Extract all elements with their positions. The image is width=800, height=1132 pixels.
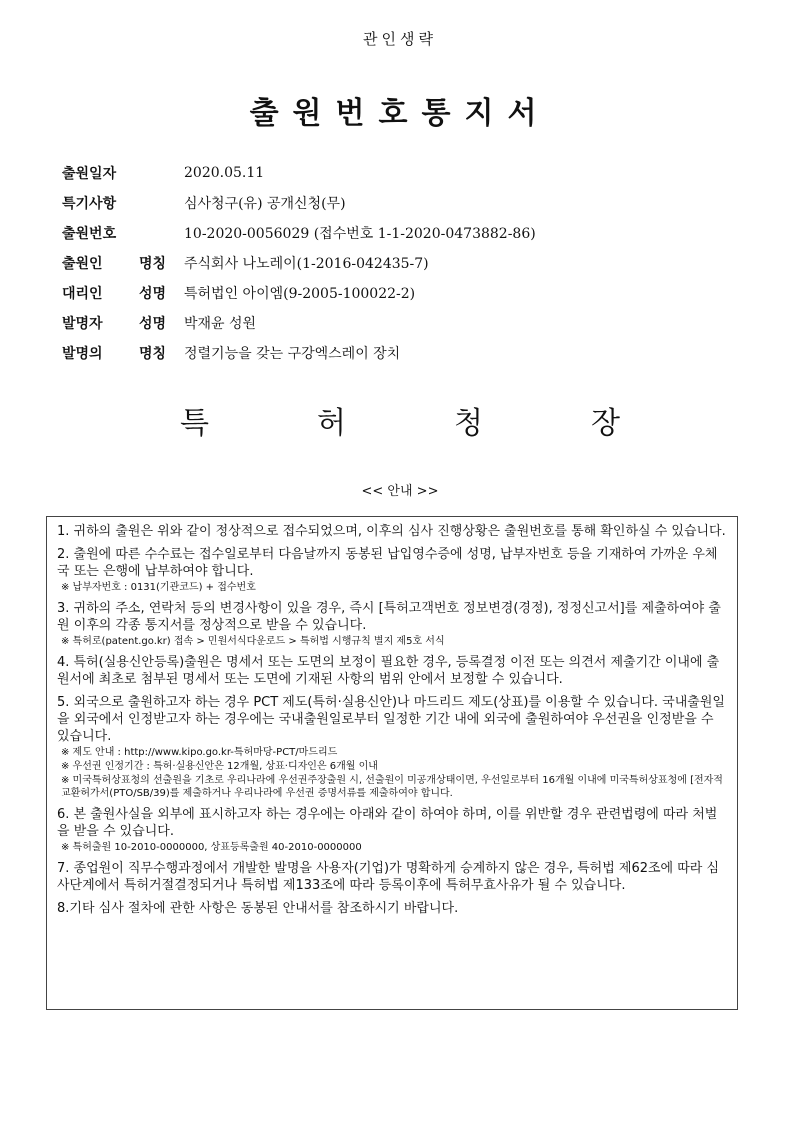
notice-item-2 bbox=[57, 546, 727, 594]
notice-text: 4. 특허(실용신안등록)출원은 명세서 또는 도면의 보정이 필요한 경우, 등록결정 이전 또는 의견서 제출기간 이내에 출원서에 최초로 첨부된 명세서 또는 도면에 기재된 사항의 범위 안에서 보정할 수 있습니다. bbox=[57, 655, 720, 687]
notice-item-1 bbox=[57, 523, 727, 540]
notice-heading: << 안내 >> bbox=[361, 484, 439, 499]
field-value: 2020.05.11 bbox=[184, 165, 265, 181]
office-char: 허 bbox=[317, 406, 346, 441]
application-fields bbox=[62, 158, 742, 368]
notice-item-3 bbox=[57, 600, 727, 648]
notice-subnote: ※ 특허로(patent.go.kr) 접속 > 민원서식다운로드 > 특허법 시행규칙 별지 제5호 서식 bbox=[61, 636, 445, 647]
field-value: 심사청구(유) 공개신청(무) bbox=[184, 196, 346, 212]
notice-text: 3. 귀하의 주소, 연락처 등의 변경사항이 있을 경우, 즉시 [특허고객번호 정보변경(경정), 정정신고서]를 제출하여야 출원 이후의 각종 통지서를 정상적으로 받을 수 있습니다. bbox=[57, 601, 721, 633]
field-filing-date bbox=[62, 158, 742, 188]
notice-text: 7. 종업원이 직무수행과정에서 개발한 발명을 사용자(기업)가 명확하게 승계하지 않은 경우, 특허법 제62조에 따라 심사단계에서 특허거절결정되거나 특허법 제133조에 따라 등록이후에 특허무효사유가 될 수 있습니다. bbox=[57, 861, 720, 893]
document-title: 출원번호통지서 bbox=[249, 96, 551, 131]
field-value: 특허법인 아이엠(9-2005-100022-2) bbox=[184, 286, 416, 302]
field-label: 출원번호 bbox=[62, 226, 117, 242]
field-label: 발명자 성명 bbox=[62, 316, 166, 332]
field-value: 정렬기능을 갖는 구강엑스레이 장치 bbox=[184, 346, 401, 362]
notice-box bbox=[46, 516, 738, 1010]
field-label: 대리인 성명 bbox=[62, 286, 166, 302]
office-char: 장 bbox=[591, 406, 620, 441]
notice-text: 6. 본 출원사실을 외부에 표시하고자 하는 경우에는 아래와 같이 하여야 하며, 이를 위반할 경우 관련법령에 따라 처벌을 받을 수 있습니다. bbox=[57, 807, 718, 839]
office-char: 청 bbox=[454, 406, 483, 441]
field-label: 발명의 명칭 bbox=[62, 346, 166, 362]
notice-text: 8.기타 심사 절차에 관한 사항은 동봉된 안내서를 참조하시기 바랍니다. bbox=[57, 901, 459, 916]
office-char: 특 bbox=[180, 406, 209, 441]
notice-text: 1. 귀하의 출원은 위와 같이 정상적으로 접수되었으며, 이후의 심사 진행상황은 출원번호를 통해 확인하실 수 있습니다. bbox=[57, 524, 726, 539]
field-inventor-names bbox=[62, 308, 742, 338]
stamp-omitted-note: 관인생략 bbox=[363, 30, 437, 48]
field-application-number bbox=[62, 218, 742, 248]
notice-item-6 bbox=[57, 806, 727, 854]
notice-item-4 bbox=[57, 654, 727, 688]
notice-subnote: ※ 납부자번호 : 0131(기관코드) + 접수번호 bbox=[61, 582, 256, 593]
notice-subnote: ※ 우선권 인정기간 : 특허·실용신안은 12개월, 상표·디자인은 6개월 이내 bbox=[61, 761, 378, 772]
field-invention-title bbox=[62, 338, 742, 368]
notice-item-5 bbox=[57, 694, 727, 800]
notice-subnote: ※ 미국특허상표청의 선출원을 기초로 우리나라에 우선권주장출원 시, 선출원이 미공개상태이면, 우선일로부터 16개월 이내에 미국특허상표청에 [전자적교환허가서(PTO/SB/39)를 제출하거나 우리나라에 우선권 증명서류를 제출하여야 합니다. bbox=[61, 775, 723, 799]
notice-item-8 bbox=[57, 900, 727, 917]
field-special-notes bbox=[62, 188, 742, 218]
field-value: 10-2020-0056029 (접수번호 1-1-2020-0473882-86) bbox=[184, 226, 536, 242]
field-label: 출원인 명칭 bbox=[62, 256, 166, 272]
notice-item-7 bbox=[57, 860, 727, 894]
notice-subnote: ※ 제도 안내 : http://www.kipo.go.kr-특허마당-PCT/마드리드 bbox=[61, 747, 338, 758]
field-value: 박재윤 성원 bbox=[184, 316, 257, 332]
notice-subnote: ※ 특허출원 10-2010-0000000, 상표등록출원 40-2010-0000000 bbox=[61, 842, 362, 853]
notice-text: 2. 출원에 따른 수수료는 접수일로부터 다음날까지 동봉된 납입영수증에 성명, 납부자번호 등을 기재하여 가까운 우체국 또는 은행에 납부하여야 합니다. bbox=[57, 547, 718, 579]
field-agent-name bbox=[62, 278, 742, 308]
field-value: 주식회사 나노레이(1-2016-042435-7) bbox=[184, 256, 429, 272]
field-applicant-name bbox=[62, 248, 742, 278]
field-label: 출원일자 bbox=[62, 166, 117, 182]
office-name bbox=[180, 398, 620, 442]
field-label: 특기사항 bbox=[62, 196, 117, 212]
notice-text: 5. 외국으로 출원하고자 하는 경우 PCT 제도(특허·실용신안)나 마드리드 제도(상표)를 이용할 수 있습니다. 국내출원일을 외국에서 인정받고자 하는 경우에는 국내출원일로부터 일정한 기간 내에 외국에 출원하여야 우선권을 인정받을 수 있습니다. bbox=[57, 695, 725, 744]
